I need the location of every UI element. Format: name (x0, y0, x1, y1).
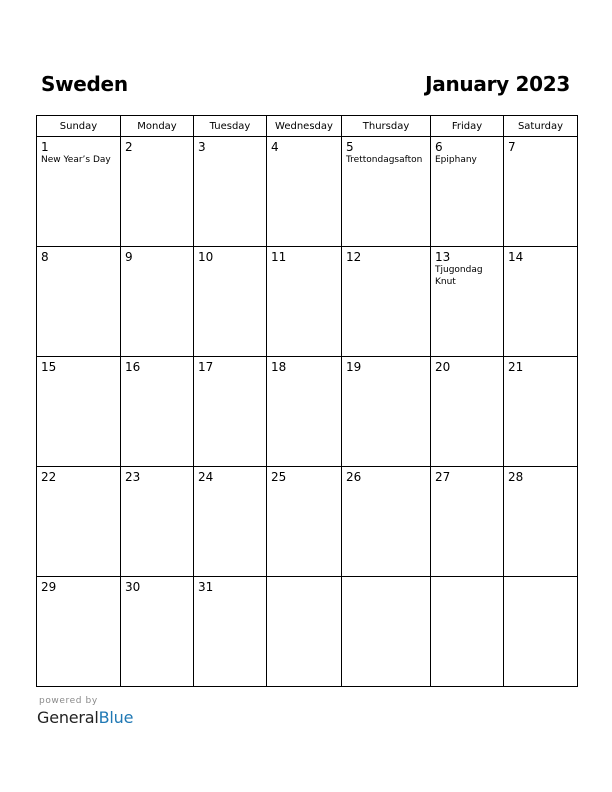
weekday-header: Tuesday (194, 116, 267, 137)
day-number: 2 (125, 140, 133, 154)
day-number: 22 (41, 470, 57, 484)
day-number: 23 (125, 470, 141, 484)
day-cell (504, 467, 578, 577)
day-cell (121, 247, 194, 357)
powered-by-label: powered by (39, 696, 98, 706)
day-cell (431, 467, 504, 577)
day-cell (37, 467, 121, 577)
day-number: 13 (435, 250, 451, 264)
day-cell (37, 357, 121, 467)
day-cell (342, 247, 431, 357)
weekday-header: Wednesday (267, 116, 342, 137)
day-cell (121, 577, 194, 687)
day-number: 28 (508, 470, 524, 484)
day-cell (121, 467, 194, 577)
day-cell (431, 137, 504, 247)
day-number: 9 (125, 250, 133, 264)
day-cell (121, 357, 194, 467)
day-number (342, 577, 430, 580)
brand-blue-text: Blue (98, 708, 134, 727)
holiday-label: Epiphany (435, 155, 477, 165)
day-cell (267, 577, 342, 687)
day-cell (504, 247, 578, 357)
day-number: 29 (41, 580, 57, 594)
calendar-grid (36, 115, 578, 687)
month-year-title: January 2023 (425, 72, 570, 96)
day-cell (431, 577, 504, 687)
weekday-header: Monday (121, 116, 194, 137)
brand-logo (37, 708, 133, 728)
day-cell (194, 247, 267, 357)
holiday-label: Tjugondag Knut (435, 265, 483, 287)
weekday-header: Saturday (504, 116, 578, 137)
day-cell (267, 137, 342, 247)
day-cell (342, 467, 431, 577)
brand-general-text: General (37, 708, 99, 727)
footer-branding (37, 696, 133, 728)
day-number: 12 (346, 250, 362, 264)
day-cell (431, 357, 504, 467)
day-number: 15 (41, 360, 57, 374)
day-cell (267, 467, 342, 577)
day-number: 5 (346, 140, 354, 154)
day-number: 27 (435, 470, 451, 484)
day-cell (504, 137, 578, 247)
week-row (37, 137, 578, 247)
day-cell (504, 357, 578, 467)
day-number: 25 (271, 470, 287, 484)
day-number: 18 (271, 360, 287, 374)
holiday-label: New Year’s Day (41, 155, 111, 165)
week-row (37, 247, 578, 357)
day-cell (267, 247, 342, 357)
day-number: 4 (271, 140, 279, 154)
day-cell (37, 137, 121, 247)
weekday-header-row (37, 116, 578, 137)
day-number: 26 (346, 470, 362, 484)
day-number (504, 577, 577, 580)
day-number (267, 577, 341, 580)
day-number: 30 (125, 580, 141, 594)
day-number: 14 (508, 250, 524, 264)
day-cell (37, 577, 121, 687)
holiday-label: Trettondagsafton (346, 155, 423, 165)
day-cell (37, 247, 121, 357)
weekday-header: Sunday (37, 116, 121, 137)
week-row (37, 577, 578, 687)
day-cell (194, 467, 267, 577)
day-cell (194, 357, 267, 467)
day-cell (504, 577, 578, 687)
day-number (431, 577, 503, 580)
day-number: 10 (198, 250, 214, 264)
day-cell (194, 577, 267, 687)
day-cell (121, 137, 194, 247)
day-number: 31 (198, 580, 214, 594)
day-number: 7 (508, 140, 516, 154)
day-cell (194, 137, 267, 247)
day-number: 6 (435, 140, 443, 154)
weekday-header: Friday (431, 116, 504, 137)
day-number: 11 (271, 250, 287, 264)
day-number: 17 (198, 360, 214, 374)
week-row (37, 467, 578, 577)
weekday-header: Thursday (342, 116, 431, 137)
day-number: 19 (346, 360, 362, 374)
day-cell (342, 577, 431, 687)
day-cell (342, 137, 431, 247)
day-number: 24 (198, 470, 214, 484)
day-number: 8 (41, 250, 49, 264)
day-number: 21 (508, 360, 524, 374)
day-cell (431, 247, 504, 357)
day-cell (342, 357, 431, 467)
day-number: 3 (198, 140, 206, 154)
day-cell (267, 357, 342, 467)
day-number: 20 (435, 360, 451, 374)
week-row (37, 357, 578, 467)
day-number: 1 (41, 140, 49, 154)
day-number: 16 (125, 360, 141, 374)
country-title: Sweden (41, 72, 128, 96)
